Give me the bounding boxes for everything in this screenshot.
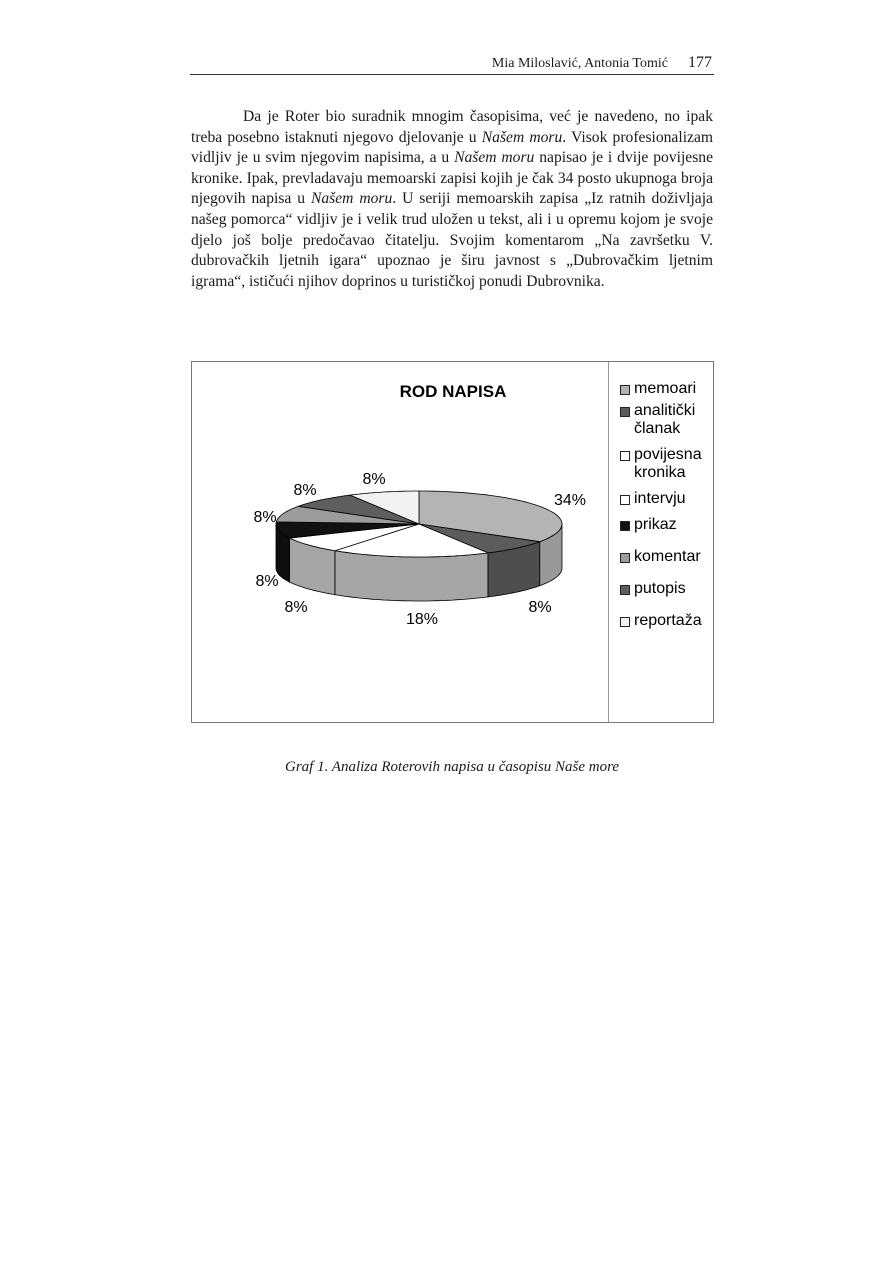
running-header [190,52,714,75]
pie-chart-figure [191,361,714,723]
data-label: 8% [255,573,279,590]
data-label: 8% [362,471,386,488]
data-label: 8% [293,482,317,499]
data-label: 8% [528,599,552,616]
legend-swatch [620,407,630,417]
legend-label: prikaz [634,516,677,533]
chart-legend [620,380,715,630]
body-paragraph [191,107,713,292]
chart-title: ROD NAPISA [399,382,507,401]
legend-label: analitički [634,402,696,419]
legend-label: reportaža [634,612,702,629]
pie-slice-side [335,551,488,601]
paragraph-text: napisao je i dvije povijesne kronike. Ipak, prevladavaju memoarski zapisi kojih je čak 34 posto ukupnoga broja njegovih napisa u [191,149,713,208]
legend-swatch [620,521,630,531]
data-label: 18% [405,611,439,628]
header-authors: Mia Miloslavić, Antonia Tomić [491,56,668,71]
page-number: 177 [688,54,712,71]
legend-item [620,580,715,598]
data-label: 34% [553,492,587,509]
legend-label: članak [634,420,681,437]
legend-item [620,380,715,398]
legend-item [620,612,715,630]
legend-label: povijesna [634,446,702,463]
pie-chart [192,362,608,722]
italic-title: Našem moru [481,128,563,146]
legend-label: intervju [634,490,686,507]
legend-label: kronika [634,464,686,481]
legend-swatch [620,495,630,505]
data-label: 8% [284,599,308,616]
legend-item [620,516,715,534]
legend-swatch [620,451,630,461]
legend-item [620,402,715,438]
italic-title: Našem moru [454,149,535,167]
legend-swatch [620,385,630,395]
paragraph-text: Da je Roter bio suradnik mnogim časopisima, već je navedeno, no ipak treba posebno istaknuti njegovo djelovanje u [191,108,713,146]
legend-label: memoari [634,380,697,397]
legend-item [620,446,715,482]
legend-swatch [620,585,630,595]
legend-label: komentar [634,548,701,565]
legend-item [620,490,715,508]
figure-caption: Graf 1. Analiza Roterovih napisa u časopisu Naše more [284,759,620,775]
legend-label: putopis [634,580,686,597]
legend-swatch [620,553,630,563]
paragraph-text: . U seriji memoarskih zapisa „Iz ratnih doživljaja našeg pomorca“ vidljiv je i velik trud uložen u tekst, ali i u opremu kojom je svoje djelo još bolje predočavao čitatelju. Svojim komentarom „Na završetku V. dubrovačkih ljetnih igara“ upoznao je širu javnost s „Dubrovačkim ljetnim igrama“, ističući njihov doprinos u turističkoj ponudi Dubrovnika. [191,190,713,290]
paragraph-text: . Visok profesionalizam vidljiv je u svim njegovim napisima, a u [191,128,713,167]
legend-item [620,548,715,566]
legend-swatch [620,617,630,627]
data-label: 8% [253,509,277,526]
legend-divider [608,362,609,722]
italic-title: Našem moru [310,190,393,208]
